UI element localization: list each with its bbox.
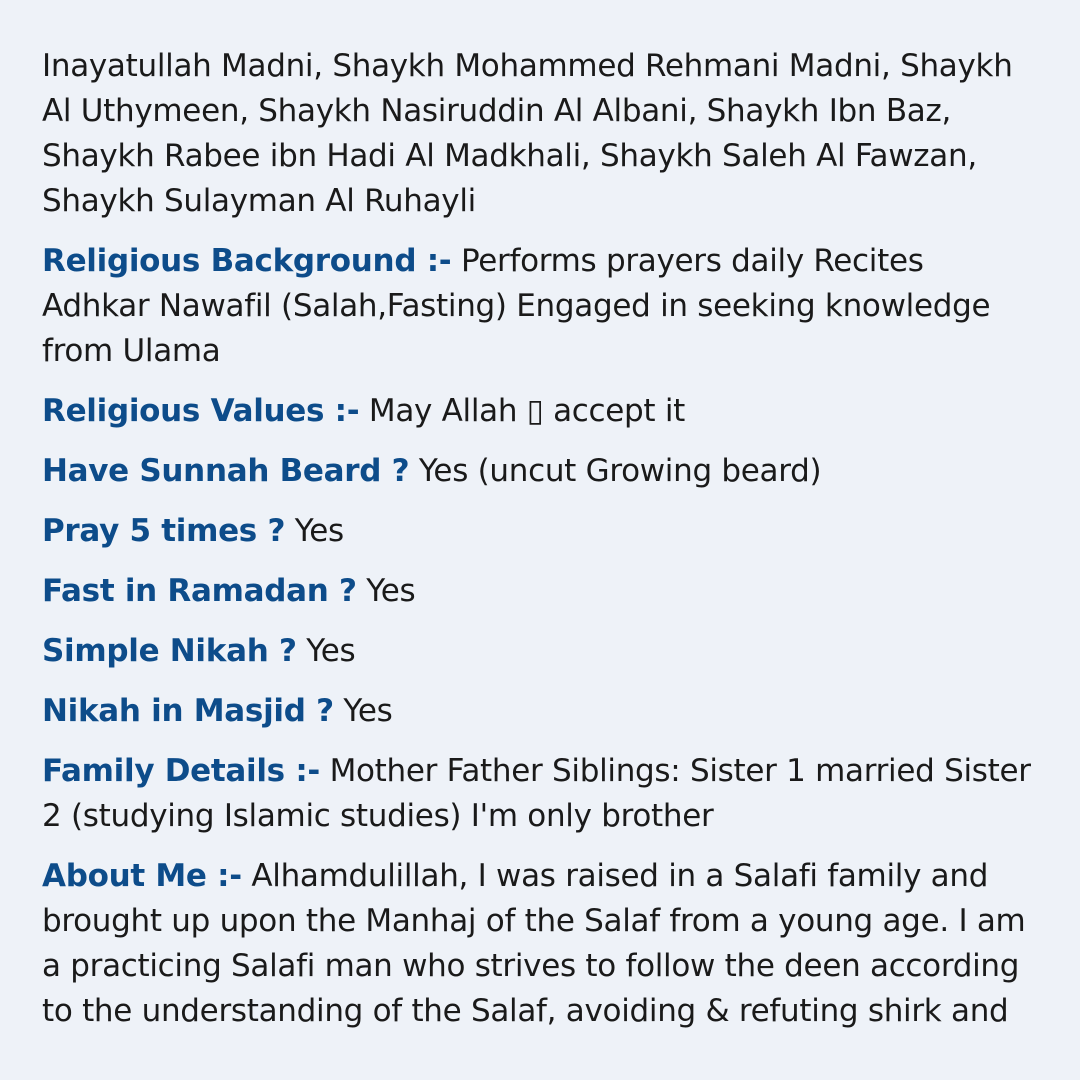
field-label: Simple Nikah ?	[42, 633, 297, 669]
scholars-list-text: Inayatullah Madni, Shaykh Mohammed Rehmani Madni, Shaykh Al Uthymeen, Shaykh Nasiruddin Al Albani, Shaykh Ibn Baz, Shaykh Rabee ibn Hadi Al Madkhali, Shaykh Saleh Al Fawzan, Shaykh Sulayman Al Ruhayli	[42, 48, 1013, 219]
field-label: Family Details :-	[42, 753, 320, 789]
field-value: Yes (uncut Growing beard)	[418, 453, 822, 489]
field-value: Performs prayers daily Recites Adhkar Nawafil (Salah,Fasting) Engaged in seeking knowledge from Ulama	[42, 243, 991, 369]
field-label: Have Sunnah Beard ?	[42, 453, 410, 489]
field-nikah-in-masjid	[42, 689, 1038, 734]
field-value: Mother Father Siblings: Sister 1 married Sister 2 (studying Islamic studies) I'm only brother	[42, 753, 1031, 834]
field-label: About Me :-	[42, 858, 242, 894]
field-simple-nikah	[42, 629, 1038, 674]
field-value: Yes	[294, 513, 344, 549]
field-value: Yes	[366, 573, 416, 609]
field-label: Religious Background :-	[42, 243, 452, 279]
field-family-details	[42, 749, 1038, 839]
field-value: Yes	[343, 693, 393, 729]
field-label: Fast in Ramadan ?	[42, 573, 357, 609]
field-value: May Allah ▯ accept it	[368, 393, 685, 429]
field-value: Alhamdulillah, I was raised in a Salafi family and brought up upon the Manhaj of the Salaf from a young age. I am a practicing Salafi man who strives to follow the deen according to the understanding of the Salaf, avoiding & refuting shirk and	[42, 858, 1026, 1029]
field-value: Yes	[306, 633, 356, 669]
field-sunnah-beard	[42, 449, 1038, 494]
field-label: Religious Values :-	[42, 393, 360, 429]
field-label: Nikah in Masjid ?	[42, 693, 334, 729]
field-about-me	[42, 854, 1038, 1034]
field-label: Pray 5 times ?	[42, 513, 286, 549]
field-religious-background	[42, 239, 1038, 374]
field-fast-in-ramadan	[42, 569, 1038, 614]
field-religious-values	[42, 389, 1038, 434]
field-pray-5-times	[42, 509, 1038, 554]
